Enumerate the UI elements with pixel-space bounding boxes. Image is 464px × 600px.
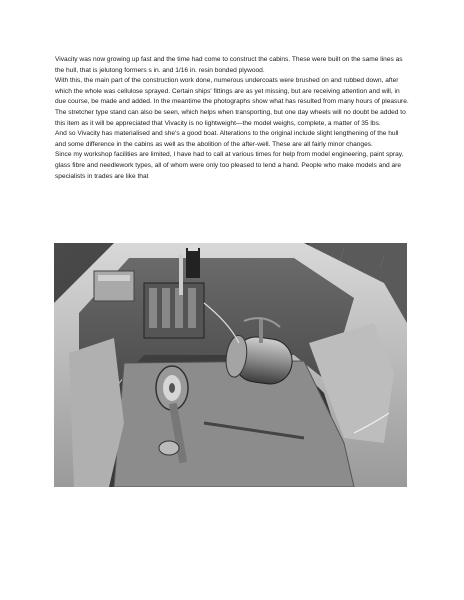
paragraph-3: And so Vivacity has materialised and she's a good boat. Alterations to the original include slight lengthening of the hull and some difference in the cabins as well as the abolition of the after-well. These are all fairly minor changes. [55, 130, 399, 148]
paragraph-2: With this, the main part of the construction work done, numerous undercoats were brushed on and rubbed down, after which the whole was cellulose sprayed. Certain ships' fittings are as yet missing, but are receiving attention and will, in due course, be made and added. In the meantime the photographs show what has resulted from many hours of pleasure. The stretcher type stand can also be seen, which helps when transporting, but one day wheels will no doubt be added to this item as it will be appreciated that Vivacity is no lightweight—the model weighs, complete, a matter of 35 lbs. [55, 77, 409, 127]
paragraph-4: Since my workshop facilities are limited, I have had to call at various times for help from model engineering, paint spray, glass fibre and needlework types, all of whom were only too pleased to lend a hand. People who make models and are specialists in trades are like that [55, 151, 404, 180]
engine-compartment-photo [54, 243, 407, 487]
photo-illustration [54, 243, 407, 487]
body-text [55, 55, 410, 182]
paragraph-1: Vivacity was now growing up fast and the time had come to construct the cabins. These were built on the same lines as the hull, that is jelutong formers s in. and 1/16 in. resin bonded plywood. [55, 56, 403, 74]
